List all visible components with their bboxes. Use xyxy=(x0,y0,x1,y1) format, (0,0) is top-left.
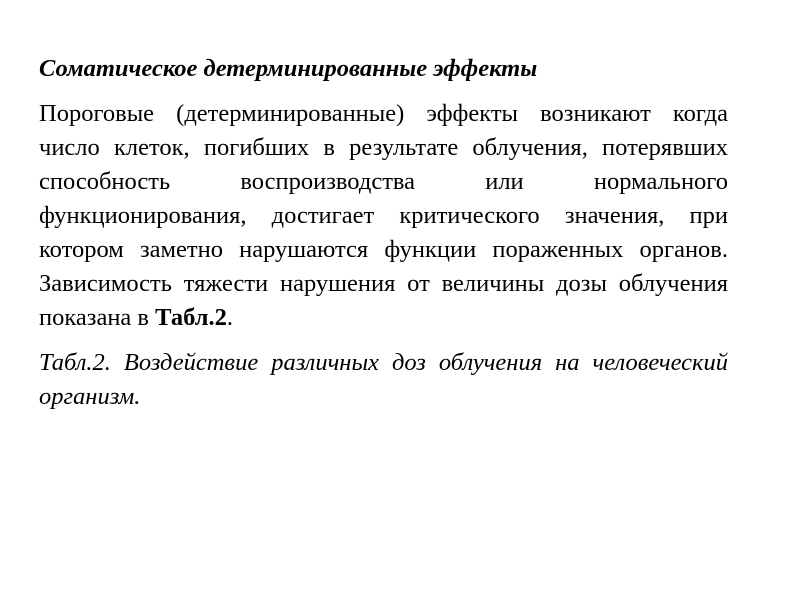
table-caption-label: Табл.2. xyxy=(39,349,111,376)
table-caption-text: Воздействие различных доз облучения на человеческий организм. xyxy=(39,349,728,410)
table-caption xyxy=(39,346,728,414)
table-reference: Табл.2 xyxy=(155,304,227,331)
body-paragraph-end: . xyxy=(226,304,233,331)
slide-heading: Соматическое детерминированные эффекты xyxy=(39,55,538,82)
body-paragraph xyxy=(39,97,728,335)
slide-content xyxy=(39,52,728,414)
body-paragraph-text: Пороговые (детерминированные) эффекты возникают когда число клеток, погибших в результате облучения, потерявших способность воспроизводства или нормального функционирования, достигает критического значения, при котором заметно нарушаются функции пораженных органов. Зависимость тяжести нарушения от величины дозы облучения показана в xyxy=(39,100,728,331)
